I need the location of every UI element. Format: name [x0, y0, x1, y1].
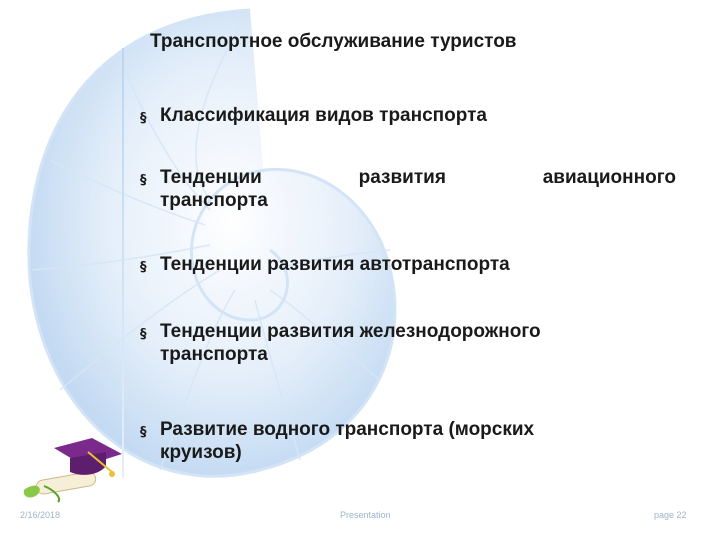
bullet-marker: § — [140, 327, 147, 342]
vertical-divider — [122, 48, 124, 478]
footer-date: 2/16/2018 — [20, 510, 61, 520]
bullet-word: авиационного — [542, 167, 676, 188]
bullet-item-4 — [140, 320, 680, 366]
bullet-text: Классификация видов транспорта — [160, 105, 487, 126]
footer-page-number: page 22 — [654, 510, 687, 520]
bullet-word: Тенденции — [160, 167, 262, 188]
slide-title: Транспортное обслуживание туристов — [150, 31, 517, 52]
bullet-text-line2: транспорта — [160, 344, 268, 365]
bullet-item-2 — [140, 166, 680, 212]
bullet-text-line1: Развитие водного транспорта (морских — [160, 419, 535, 440]
bullet-marker: § — [140, 260, 147, 275]
bullet-item-5 — [140, 418, 680, 464]
bullet-item-1 — [140, 104, 680, 127]
bullet-marker: § — [140, 425, 147, 440]
bullet-marker: § — [140, 173, 147, 188]
bullet-text-line2: круизов) — [160, 442, 242, 463]
bullet-item-3 — [140, 253, 680, 276]
bullet-text-line1: Тенденции развития железнодорожного — [160, 321, 541, 342]
bullet-marker: § — [140, 111, 147, 126]
footer-center-text: Presentation — [340, 510, 391, 520]
bullet-text: Тенденции развития автотранспорта — [160, 254, 510, 275]
bullet-word: развития — [358, 167, 446, 188]
bullet-text-line2: транспорта — [160, 190, 268, 211]
graduation-cap-icon — [14, 428, 132, 506]
bullet-text-line1 — [140, 166, 676, 189]
